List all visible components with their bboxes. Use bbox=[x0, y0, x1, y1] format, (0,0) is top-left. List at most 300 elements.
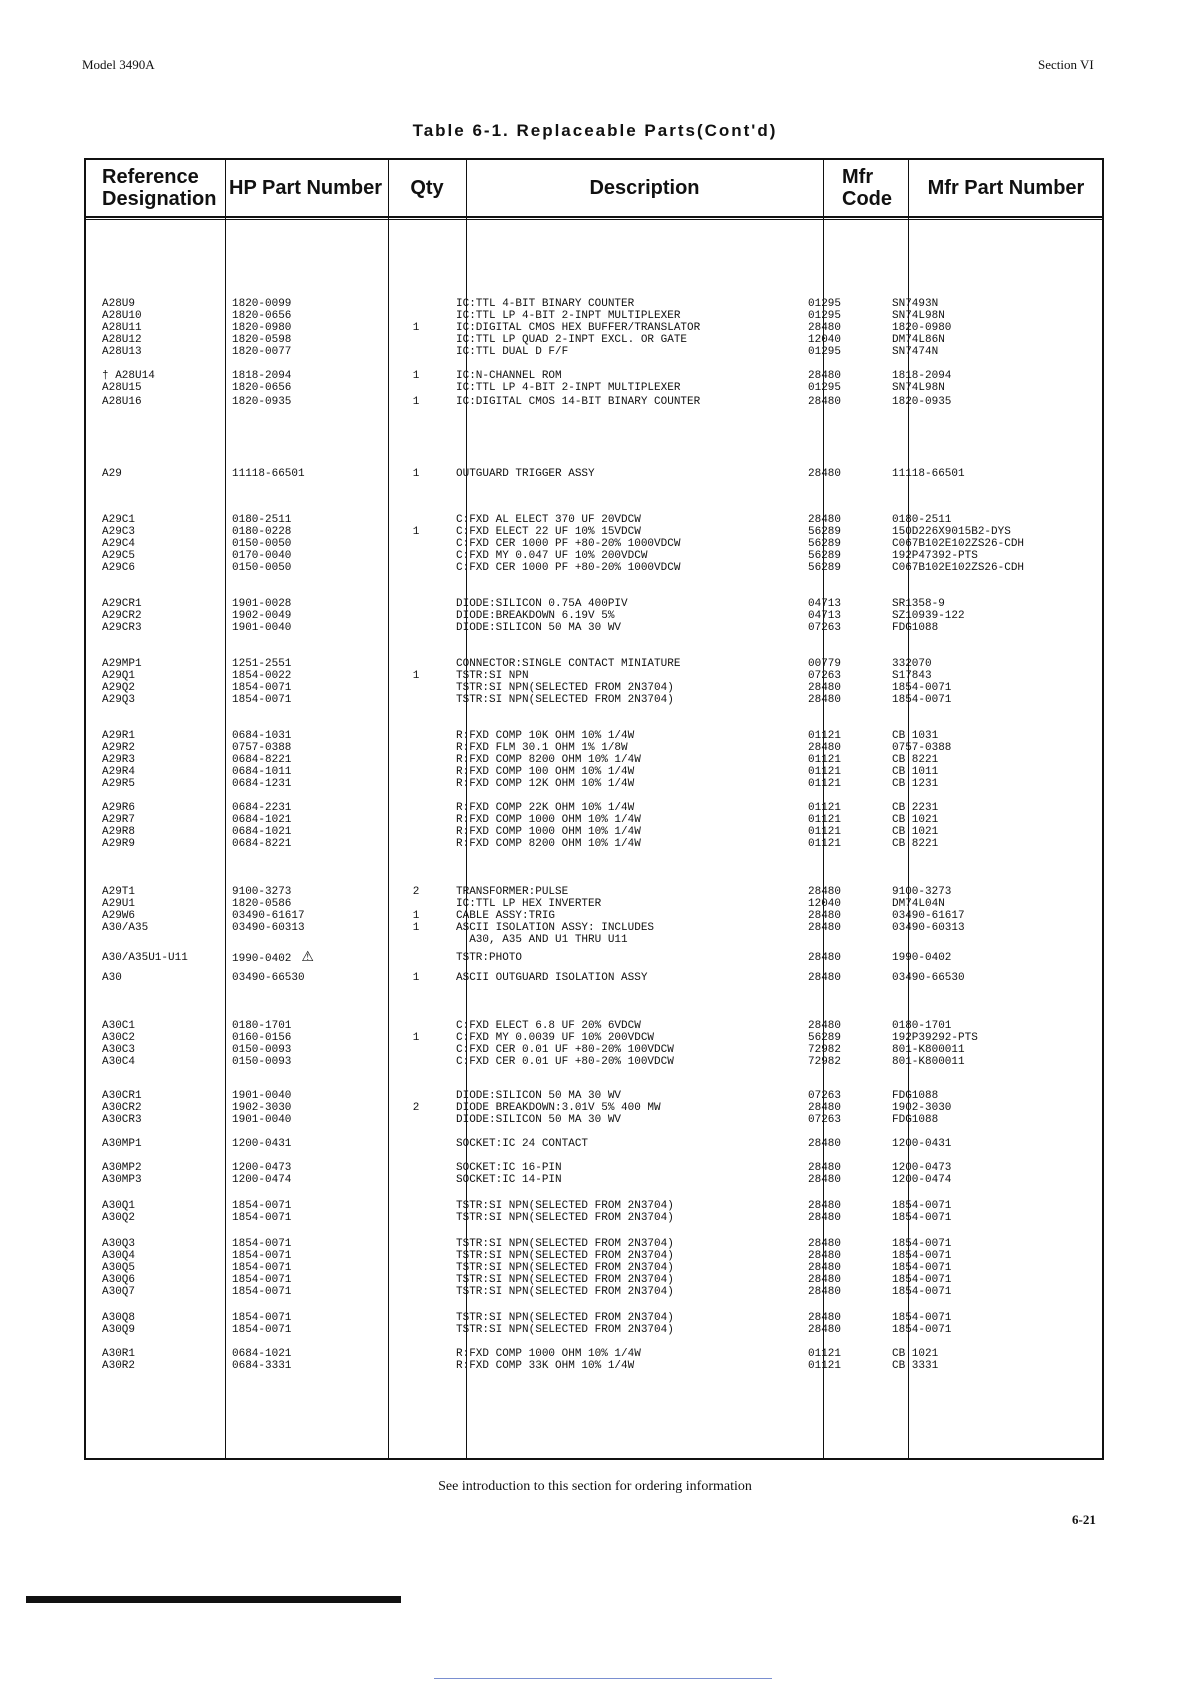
cell-mfr-part-number: CB 2231 bbox=[892, 802, 939, 814]
cell-qty: 1 bbox=[412, 396, 420, 408]
cell-mfr-code: 28480 bbox=[808, 1250, 842, 1262]
cell-reference-designation: A30MP2 bbox=[102, 1162, 142, 1174]
cell-description: C:FXD AL ELECT 370 UF 20VDCW bbox=[456, 514, 641, 526]
cell-description: IC:TTL DUAL D F/F bbox=[456, 346, 569, 358]
cell-hp-part-number: 0684-1011 bbox=[232, 766, 292, 778]
cell-reference-designation: A30Q1 bbox=[102, 1200, 136, 1212]
cell-description: SOCKET:IC 24 CONTACT bbox=[456, 1138, 589, 1150]
cell-mfr-part-number: 1854-0071 bbox=[892, 694, 952, 706]
cell-mfr-code: 28480 bbox=[808, 972, 842, 984]
cell-description: TSTR:SI NPN(SELECTED FROM 2N3704) bbox=[456, 1238, 674, 1250]
cell-mfr-code: 01121 bbox=[808, 802, 842, 814]
cell-description: ASCII OUTGUARD ISOLATION ASSY bbox=[456, 972, 648, 984]
cell-mfr-part-number: 0180-2511 bbox=[892, 514, 952, 526]
cell-mfr-part-number: 1200-0474 bbox=[892, 1174, 952, 1186]
cell-reference-designation: A29R6 bbox=[102, 802, 136, 814]
cell-mfr-code: 72982 bbox=[808, 1044, 842, 1056]
cell-reference-designation: A29C5 bbox=[102, 550, 136, 562]
cell-mfr-code: 28480 bbox=[808, 1020, 842, 1032]
cell-mfr-part-number: 03490-60313 bbox=[892, 922, 965, 934]
cell-qty: 1 bbox=[412, 972, 420, 984]
page-number: 6-21 bbox=[1072, 1512, 1096, 1527]
cell-hp-part-number: 1901-0040 bbox=[232, 1114, 292, 1126]
cell-reference-designation: A28U13 bbox=[102, 346, 142, 358]
cell-hp-part-number: 0150-0093 bbox=[232, 1044, 292, 1056]
cell-description: ASCII ISOLATION ASSY: INCLUDES bbox=[456, 922, 655, 934]
cell-reference-designation: A28U11 bbox=[102, 322, 142, 334]
cell-reference-designation: A29R3 bbox=[102, 754, 136, 766]
cell-qty: 1 bbox=[412, 922, 420, 934]
cell-description: R:FXD COMP 8200 OHM 10% 1/4W bbox=[456, 838, 641, 850]
cell-description: DIODE:SILICON 0.75A 400PIV bbox=[456, 598, 628, 610]
cell-mfr-part-number: S17843 bbox=[892, 670, 932, 682]
cell-mfr-code: 28480 bbox=[808, 1286, 842, 1298]
cell-mfr-part-number: DM74L04N bbox=[892, 898, 945, 910]
cell-hp-part-number: 1854-0071 bbox=[232, 1262, 292, 1274]
cell-mfr-part-number: 1200-0431 bbox=[892, 1138, 952, 1150]
cell-description: TSTR:SI NPN bbox=[456, 670, 529, 682]
cell-mfr-part-number: FDG1088 bbox=[892, 622, 939, 634]
cell-mfr-code: 28480 bbox=[808, 910, 842, 922]
cell-description: R:FXD COMP 8200 OHM 10% 1/4W bbox=[456, 754, 641, 766]
cell-mfr-part-number: 1854-0071 bbox=[892, 1250, 952, 1262]
cell-mfr-code: 01295 bbox=[808, 382, 842, 394]
cell-description: C:FXD CER 0.01 UF +80-20% 100VDCW bbox=[456, 1044, 674, 1056]
cell-mfr-part-number: SN7493N bbox=[892, 298, 939, 310]
cell-hp-part-number: 0150-0050 bbox=[232, 562, 292, 574]
column-header-qty: Qty bbox=[410, 177, 444, 199]
cell-description: IC:TTL LP QUAD 2-INPT EXCL. OR GATE bbox=[456, 334, 688, 346]
cell-description: TSTR:SI NPN(SELECTED FROM 2N3704) bbox=[456, 1250, 674, 1262]
caution-triangle-icon: ⚠ bbox=[301, 949, 314, 965]
cell-description: R:FXD COMP 12K OHM 10% 1/4W bbox=[456, 778, 635, 790]
cell-mfr-code: 28480 bbox=[808, 682, 842, 694]
cell-hp-part-number: 1854-0071 bbox=[232, 1312, 292, 1324]
cell-mfr-code: 07263 bbox=[808, 1090, 842, 1102]
cell-description: TSTR:SI NPN(SELECTED FROM 2N3704) bbox=[456, 1212, 674, 1224]
cell-description: R:FXD COMP 1000 OHM 10% 1/4W bbox=[456, 1348, 641, 1360]
cell-description: CABLE ASSY:TRIG bbox=[456, 910, 556, 922]
cell-mfr-code: 28480 bbox=[808, 370, 842, 382]
cell-hp-part-number: 03490-61617 bbox=[232, 910, 305, 922]
cell-hp-part-number: 1251-2551 bbox=[232, 658, 292, 670]
cell-hp-part-number: 11118-66501 bbox=[232, 468, 305, 480]
cell-qty: 1 bbox=[412, 670, 420, 682]
cell-description: IC:TTL LP 4-BIT 2-INPT MULTIPLEXER bbox=[456, 310, 681, 322]
cell-reference-designation: A29CR3 bbox=[102, 622, 142, 634]
cell-reference-designation: A29CR2 bbox=[102, 610, 142, 622]
cell-hp-part-number: 1854-0071 bbox=[232, 1286, 292, 1298]
cell-qty: 1 bbox=[412, 526, 420, 538]
cell-mfr-code: 07263 bbox=[808, 670, 842, 682]
cell-mfr-part-number: 1820-0935 bbox=[892, 396, 952, 408]
cell-mfr-code: 28480 bbox=[808, 1174, 842, 1186]
cell-hp-part-number: 9100-3273 bbox=[232, 886, 292, 898]
cell-reference-designation: A30/A35 bbox=[102, 922, 149, 934]
cell-mfr-code: 28480 bbox=[808, 742, 842, 754]
cell-mfr-code: 56289 bbox=[808, 538, 842, 550]
cell-hp-part-number: 1820-0980 bbox=[232, 322, 292, 334]
cell-reference-designation: A29R9 bbox=[102, 838, 136, 850]
cell-mfr-code: 28480 bbox=[808, 694, 842, 706]
header-model: Model 3490A bbox=[82, 57, 155, 72]
cell-reference-designation: A30Q3 bbox=[102, 1238, 136, 1250]
cell-reference-designation: A28U15 bbox=[102, 382, 142, 394]
ordering-info-note: See introduction to this section for ordering information bbox=[438, 1479, 752, 1494]
cell-mfr-code: 28480 bbox=[808, 1262, 842, 1274]
column-header-mfr-code: Mfr Code bbox=[842, 166, 892, 210]
cell-mfr-code: 28480 bbox=[808, 1324, 842, 1336]
cell-hp-part-number: 1854-0071 bbox=[232, 1212, 292, 1224]
cell-mfr-part-number: 0180-1701 bbox=[892, 1020, 952, 1032]
cell-qty: 1 bbox=[412, 468, 420, 480]
cell-mfr-code: 28480 bbox=[808, 952, 842, 964]
cell-description: R:FXD COMP 22K OHM 10% 1/4W bbox=[456, 802, 635, 814]
cell-mfr-part-number: SZ10939-122 bbox=[892, 610, 965, 622]
cell-hp-part-number: 1820-0656 bbox=[232, 382, 292, 394]
cell-mfr-part-number: 1854-0071 bbox=[892, 1200, 952, 1212]
cell-description: C:FXD CER 0.01 UF +80-20% 100VDCW bbox=[456, 1056, 674, 1068]
cell-description: DIODE BREAKDOWN:3.01V 5% 400 MW bbox=[456, 1102, 661, 1114]
cell-hp-part-number: 0684-1231 bbox=[232, 778, 292, 790]
cell-hp-part-number: 03490-60313 bbox=[232, 922, 305, 934]
column-header-description: Description bbox=[589, 177, 700, 199]
cell-mfr-part-number: 9100-3273 bbox=[892, 886, 952, 898]
cell-hp-part-number: 1820-0656 bbox=[232, 310, 292, 322]
cell-mfr-code: 00779 bbox=[808, 658, 842, 670]
cell-mfr-code: 28480 bbox=[808, 396, 842, 408]
cell-hp-part-number: 0684-8221 bbox=[232, 754, 292, 766]
cell-description: TSTR:SI NPN(SELECTED FROM 2N3704) bbox=[456, 1262, 674, 1274]
cell-reference-designation: A29CR1 bbox=[102, 598, 142, 610]
cell-reference-designation: A28U16 bbox=[102, 396, 142, 408]
cell-mfr-part-number: 1854-0071 bbox=[892, 682, 952, 694]
parts-table bbox=[84, 158, 1104, 1460]
cell-mfr-part-number: FDG1088 bbox=[892, 1090, 939, 1102]
cell-description: R:FXD COMP 1000 OHM 10% 1/4W bbox=[456, 814, 641, 826]
cell-mfr-code: 01121 bbox=[808, 730, 842, 742]
cell-reference-designation: A28U12 bbox=[102, 334, 142, 346]
cell-hp-part-number: 1902-0049 bbox=[232, 610, 292, 622]
cell-hp-part-number: 1820-0935 bbox=[232, 396, 292, 408]
cell-mfr-code: 56289 bbox=[808, 1032, 842, 1044]
cell-description: R:FXD COMP 33K OHM 10% 1/4W bbox=[456, 1360, 635, 1372]
cell-hp-part-number: 1820-0077 bbox=[232, 346, 292, 358]
cell-mfr-code: 07263 bbox=[808, 1114, 842, 1126]
cell-qty: 1 bbox=[412, 1032, 420, 1044]
cell-hp-part-number: 1200-0473 bbox=[232, 1162, 292, 1174]
header-divider bbox=[86, 216, 1102, 218]
cell-mfr-code: 28480 bbox=[808, 1274, 842, 1286]
cell-hp-part-number: 0180-2511 bbox=[232, 514, 292, 526]
cell-reference-designation: A30C4 bbox=[102, 1056, 136, 1068]
cell-description: A30, A35 AND U1 THRU U11 bbox=[456, 934, 628, 946]
header-divider bbox=[86, 219, 1102, 220]
cell-description: OUTGUARD TRIGGER ASSY bbox=[456, 468, 595, 480]
cell-reference-designation: A29R8 bbox=[102, 826, 136, 838]
cell-mfr-code: 28480 bbox=[808, 514, 842, 526]
cell-qty: 2 bbox=[412, 1102, 420, 1114]
cell-description: IC:DIGITAL CMOS 14-BIT BINARY COUNTER bbox=[456, 396, 701, 408]
cell-mfr-code: 72982 bbox=[808, 1056, 842, 1068]
cell-reference-designation: A30R2 bbox=[102, 1360, 136, 1372]
cell-description: IC:TTL LP 4-BIT 2-INPT MULTIPLEXER bbox=[456, 382, 681, 394]
cell-description: TSTR:SI NPN(SELECTED FROM 2N3704) bbox=[456, 1286, 674, 1298]
cell-mfr-code: 01121 bbox=[808, 814, 842, 826]
cell-hp-part-number: 1854-0071 bbox=[232, 694, 292, 706]
cell-reference-designation: A30Q7 bbox=[102, 1286, 136, 1298]
cell-hp-part-number: 0170-0040 bbox=[232, 550, 292, 562]
cell-mfr-code: 01121 bbox=[808, 838, 842, 850]
cell-mfr-part-number: FDG1088 bbox=[892, 1114, 939, 1126]
cell-description: SOCKET:IC 16-PIN bbox=[456, 1162, 562, 1174]
cell-description: R:FXD FLM 30.1 OHM 1% 1/8W bbox=[456, 742, 628, 754]
cell-reference-designation: A29Q1 bbox=[102, 670, 136, 682]
cell-description: TSTR:SI NPN(SELECTED FROM 2N3704) bbox=[456, 682, 674, 694]
cell-qty: 1 bbox=[412, 322, 420, 334]
cell-mfr-code: 28480 bbox=[808, 1138, 842, 1150]
cell-reference-designation: A28U10 bbox=[102, 310, 142, 322]
cell-mfr-part-number: 332070 bbox=[892, 658, 932, 670]
cell-description: C:FXD MY 0.047 UF 10% 200VDCW bbox=[456, 550, 648, 562]
cell-description: IC:DIGITAL CMOS HEX BUFFER/TRANSLATOR bbox=[456, 322, 701, 334]
cell-hp-part-number: 1820-0598 bbox=[232, 334, 292, 346]
cell-hp-part-number: 0757-0388 bbox=[232, 742, 292, 754]
cell-mfr-part-number: CB 1231 bbox=[892, 778, 939, 790]
cell-reference-designation: A29R5 bbox=[102, 778, 136, 790]
cell-description: C:FXD ELECT 6.8 UF 20% 6VDCW bbox=[456, 1020, 641, 1032]
cell-mfr-part-number: 192P47392-PTS bbox=[892, 550, 978, 562]
cell-mfr-part-number: SN74L98N bbox=[892, 382, 945, 394]
cell-mfr-part-number: SN74L98N bbox=[892, 310, 945, 322]
cell-hp-part-number: 0150-0050 bbox=[232, 538, 292, 550]
cell-mfr-part-number: 1854-0071 bbox=[892, 1212, 952, 1224]
cell-mfr-part-number: CB 8221 bbox=[892, 838, 939, 850]
cell-mfr-code: 28480 bbox=[808, 886, 842, 898]
cell-reference-designation: A29MP1 bbox=[102, 658, 142, 670]
cell-reference-designation: A30/A35U1-U11 bbox=[102, 952, 188, 964]
cell-reference-designation: A29C1 bbox=[102, 514, 136, 526]
column-divider bbox=[225, 160, 226, 1458]
cell-hp-part-number: 1854-0071 bbox=[232, 1250, 292, 1262]
cell-description: R:FXD COMP 100 OHM 10% 1/4W bbox=[456, 766, 635, 778]
cell-qty: 1 bbox=[412, 370, 420, 382]
cell-mfr-part-number: C067B102E102ZS26-CDH bbox=[892, 562, 1025, 574]
cell-mfr-part-number: 1902-3030 bbox=[892, 1102, 952, 1114]
cell-mfr-part-number: 801-K800011 bbox=[892, 1044, 965, 1056]
cell-reference-designation: A30CR2 bbox=[102, 1102, 142, 1114]
cell-hp-part-number: 1200-0474 bbox=[232, 1174, 292, 1186]
cell-mfr-part-number: 1818-2094 bbox=[892, 370, 952, 382]
cell-mfr-code: 04713 bbox=[808, 598, 842, 610]
cell-hp-part-number: 0180-1701 bbox=[232, 1020, 292, 1032]
cell-description: DIODE:BREAKDOWN 6.19V 5% bbox=[456, 610, 615, 622]
cell-mfr-code: 56289 bbox=[808, 526, 842, 538]
cell-mfr-part-number: 1820-0980 bbox=[892, 322, 952, 334]
cell-description: C:FXD CER 1000 PF +80-20% 1000VDCW bbox=[456, 562, 681, 574]
cell-hp-part-number: 1854-0071 bbox=[232, 682, 292, 694]
cell-mfr-part-number: 1854-0071 bbox=[892, 1238, 952, 1250]
cell-description: SOCKET:IC 14-PIN bbox=[456, 1174, 562, 1186]
cell-reference-designation: A29C4 bbox=[102, 538, 136, 550]
cell-mfr-code: 28480 bbox=[808, 1238, 842, 1250]
cell-hp-part-number: 1820-0099 bbox=[232, 298, 292, 310]
cell-mfr-code: 28480 bbox=[808, 1200, 842, 1212]
cell-mfr-part-number: 150D226X9015B2-DYS bbox=[892, 526, 1011, 538]
cell-reference-designation: A30MP3 bbox=[102, 1174, 142, 1186]
cell-hp-part-number: 0160-0156 bbox=[232, 1032, 292, 1044]
cell-mfr-part-number: CB 1011 bbox=[892, 766, 939, 778]
cell-description: DIODE:SILICON 50 MA 30 WV bbox=[456, 1090, 622, 1102]
cell-reference-designation: A29C6 bbox=[102, 562, 136, 574]
cell-reference-designation: A30Q4 bbox=[102, 1250, 136, 1262]
cell-description: TSTR:PHOTO bbox=[456, 952, 523, 964]
cell-mfr-code: 28480 bbox=[808, 1102, 842, 1114]
cell-hp-part-number: 0684-1021 bbox=[232, 814, 292, 826]
cell-hp-part-number: 03490-66530 bbox=[232, 972, 305, 984]
cell-qty: 2 bbox=[412, 886, 420, 898]
cell-reference-designation: A29T1 bbox=[102, 886, 136, 898]
cell-mfr-part-number: CB 1021 bbox=[892, 814, 939, 826]
cell-hp-part-number: 1901-0040 bbox=[232, 622, 292, 634]
cell-qty: 1 bbox=[412, 910, 420, 922]
cell-reference-designation: A29R4 bbox=[102, 766, 136, 778]
cell-hp-part-number: 0684-3331 bbox=[232, 1360, 292, 1372]
cell-mfr-part-number: CB 3331 bbox=[892, 1360, 939, 1372]
cell-mfr-part-number: 1854-0071 bbox=[892, 1312, 952, 1324]
cell-mfr-part-number: 1854-0071 bbox=[892, 1262, 952, 1274]
cell-description: C:FXD CER 1000 PF +80-20% 1000VDCW bbox=[456, 538, 681, 550]
cell-mfr-code: 28480 bbox=[808, 1162, 842, 1174]
cell-mfr-code: 01121 bbox=[808, 826, 842, 838]
cell-reference-designation: A29Q2 bbox=[102, 682, 136, 694]
cell-mfr-part-number: C067B102E102ZS26-CDH bbox=[892, 538, 1025, 550]
cell-reference-designation: A29Q3 bbox=[102, 694, 136, 706]
cell-reference-designation: A29R1 bbox=[102, 730, 136, 742]
cell-mfr-code: 28480 bbox=[808, 1312, 842, 1324]
cell-hp-part-number: 1901-0028 bbox=[232, 598, 292, 610]
cell-mfr-code: 01121 bbox=[808, 778, 842, 790]
cell-mfr-code: 12040 bbox=[808, 898, 842, 910]
cell-hp-part-number: 1990-0402 ⚠ bbox=[232, 949, 314, 965]
cell-hp-part-number: 0180-0228 bbox=[232, 526, 292, 538]
cell-description: C:FXD ELECT 22 UF 10% 15VDCW bbox=[456, 526, 641, 538]
cell-hp-part-number: 1901-0040 bbox=[232, 1090, 292, 1102]
cell-reference-designation: A30Q2 bbox=[102, 1212, 136, 1224]
cell-reference-designation: A29W6 bbox=[102, 910, 136, 922]
cell-mfr-part-number: 03490-66530 bbox=[892, 972, 965, 984]
cell-reference-designation: A30C2 bbox=[102, 1032, 136, 1044]
cell-hp-part-number: 0684-1021 bbox=[232, 826, 292, 838]
cell-reference-designation: A30R1 bbox=[102, 1348, 136, 1360]
cell-reference-designation: A30MP1 bbox=[102, 1138, 142, 1150]
cell-hp-part-number: 1854-0071 bbox=[232, 1238, 292, 1250]
cell-mfr-code: 56289 bbox=[808, 550, 842, 562]
cell-description: IC:N-CHANNEL ROM bbox=[456, 370, 562, 382]
cell-mfr-part-number: 192P39292-PTS bbox=[892, 1032, 978, 1044]
cell-description: TSTR:SI NPN(SELECTED FROM 2N3704) bbox=[456, 694, 674, 706]
cell-description: TSTR:SI NPN(SELECTED FROM 2N3704) bbox=[456, 1274, 674, 1286]
cell-mfr-part-number: 1990-0402 bbox=[892, 952, 952, 964]
cell-mfr-part-number: SN7474N bbox=[892, 346, 939, 358]
cell-hp-part-number: 1854-0071 bbox=[232, 1200, 292, 1212]
cell-hp-part-number: 0684-1021 bbox=[232, 1348, 292, 1360]
cell-mfr-code: 04713 bbox=[808, 610, 842, 622]
cell-mfr-part-number: CB 1021 bbox=[892, 1348, 939, 1360]
cell-mfr-code: 01121 bbox=[808, 1360, 842, 1372]
cell-mfr-part-number: 1854-0071 bbox=[892, 1274, 952, 1286]
cell-mfr-code: 28480 bbox=[808, 322, 842, 334]
cell-hp-part-number: 1854-0071 bbox=[232, 1274, 292, 1286]
cell-description: R:FXD COMP 1000 OHM 10% 1/4W bbox=[456, 826, 641, 838]
cell-mfr-code: 01121 bbox=[808, 754, 842, 766]
cell-reference-designation: A29 bbox=[102, 468, 122, 480]
cell-mfr-code: 28480 bbox=[808, 922, 842, 934]
cell-description: TSTR:SI NPN(SELECTED FROM 2N3704) bbox=[456, 1200, 674, 1212]
cell-mfr-code: 12040 bbox=[808, 334, 842, 346]
scan-edge-line bbox=[434, 1678, 772, 1679]
cell-mfr-part-number: 801-K800011 bbox=[892, 1056, 965, 1068]
column-divider bbox=[388, 160, 389, 1458]
scan-edge-bar bbox=[26, 1596, 401, 1603]
cell-mfr-code: 01121 bbox=[808, 766, 842, 778]
cell-mfr-part-number: DM74L86N bbox=[892, 334, 945, 346]
cell-description: R:FXD COMP 10K OHM 10% 1/4W bbox=[456, 730, 635, 742]
cell-hp-part-number: 1818-2094 bbox=[232, 370, 292, 382]
cell-mfr-part-number: CB 1031 bbox=[892, 730, 939, 742]
cell-mfr-part-number: 0757-0388 bbox=[892, 742, 952, 754]
cell-reference-designation: A30C1 bbox=[102, 1020, 136, 1032]
cell-reference-designation: † A28U14 bbox=[102, 370, 155, 382]
cell-mfr-code: 28480 bbox=[808, 1212, 842, 1224]
cell-reference-designation: A30Q8 bbox=[102, 1312, 136, 1324]
cell-reference-designation: A28U9 bbox=[102, 298, 136, 310]
cell-reference-designation: A30Q5 bbox=[102, 1262, 136, 1274]
cell-description: C:FXD MY 0.0039 UF 10% 200VDCW bbox=[456, 1032, 655, 1044]
cell-hp-part-number: 1200-0431 bbox=[232, 1138, 292, 1150]
cell-description: IC:TTL 4-BIT BINARY COUNTER bbox=[456, 298, 635, 310]
cell-mfr-part-number: 11118-66501 bbox=[892, 468, 965, 480]
cell-mfr-part-number: CB 8221 bbox=[892, 754, 939, 766]
table-title: Table 6-1. Replaceable Parts(Cont'd) bbox=[412, 121, 778, 140]
cell-hp-part-number: 0684-2231 bbox=[232, 802, 292, 814]
cell-hp-part-number: 0684-8221 bbox=[232, 838, 292, 850]
cell-mfr-code: 01295 bbox=[808, 346, 842, 358]
cell-reference-designation: A30Q9 bbox=[102, 1324, 136, 1336]
cell-mfr-part-number: 1854-0071 bbox=[892, 1324, 952, 1336]
cell-reference-designation: A30C3 bbox=[102, 1044, 136, 1056]
column-header-mfr-part-number: Mfr Part Number bbox=[927, 177, 1085, 199]
cell-description: DIODE:SILICON 50 MA 30 WV bbox=[456, 622, 622, 634]
cell-reference-designation: A30CR3 bbox=[102, 1114, 142, 1126]
cell-mfr-part-number: CB 1021 bbox=[892, 826, 939, 838]
cell-hp-part-number: 0684-1031 bbox=[232, 730, 292, 742]
cell-description: TSTR:SI NPN(SELECTED FROM 2N3704) bbox=[456, 1312, 674, 1324]
cell-reference-designation: A30 bbox=[102, 972, 122, 984]
column-header-reference: Reference Designation bbox=[102, 166, 217, 210]
cell-mfr-code: 01295 bbox=[808, 298, 842, 310]
cell-mfr-part-number: 03490-61617 bbox=[892, 910, 965, 922]
cell-mfr-part-number: 1200-0473 bbox=[892, 1162, 952, 1174]
cell-description: TRANSFORMER:PULSE bbox=[456, 886, 569, 898]
cell-reference-designation: A29R2 bbox=[102, 742, 136, 754]
cell-mfr-code: 56289 bbox=[808, 562, 842, 574]
header-section: Section VI bbox=[1038, 57, 1094, 72]
cell-description: TSTR:SI NPN(SELECTED FROM 2N3704) bbox=[456, 1324, 674, 1336]
cell-mfr-part-number: 1854-0071 bbox=[892, 1286, 952, 1298]
cell-mfr-code: 01121 bbox=[808, 1348, 842, 1360]
cell-hp-part-number: 1854-0071 bbox=[232, 1324, 292, 1336]
